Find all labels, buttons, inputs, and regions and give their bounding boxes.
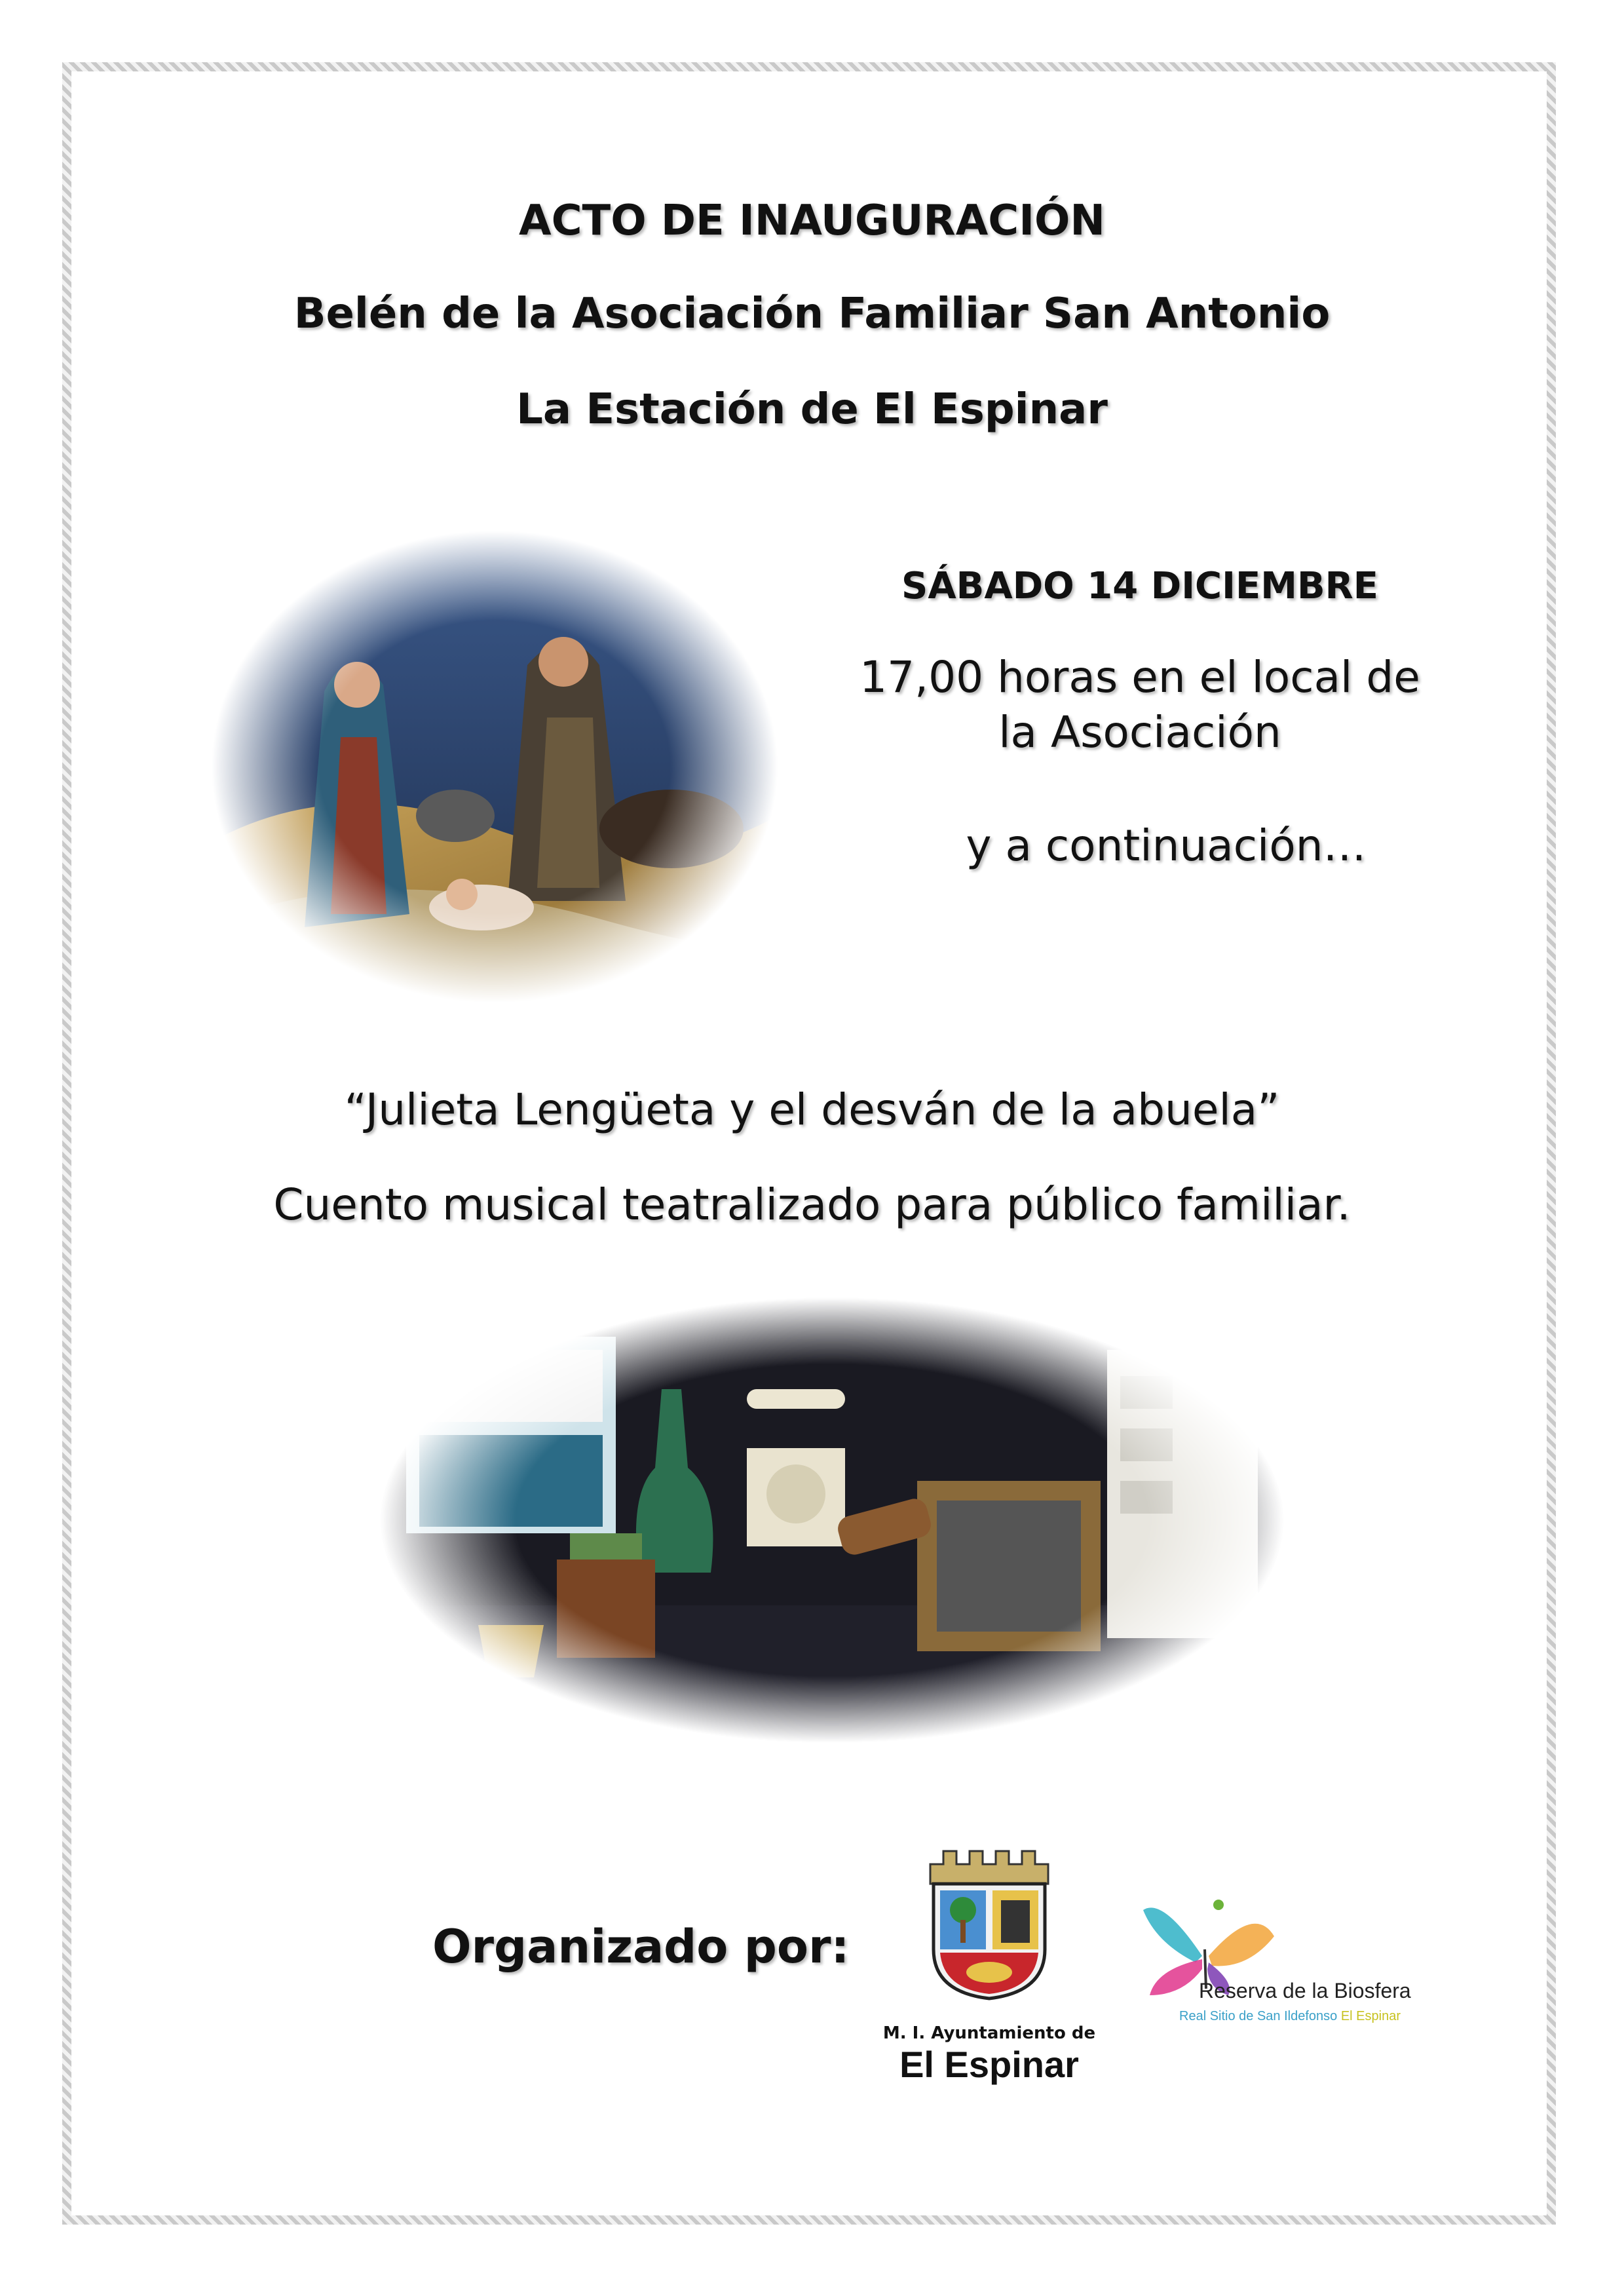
event-name: Belén de la Asociación Familiar San Antonio — [293, 290, 1331, 338]
continuation-text: y a continuación… — [966, 820, 1367, 871]
show-title: “Julieta Lengüeta y el desván de la abuela” — [344, 1084, 1280, 1135]
event-location: La Estación de El Espinar — [516, 385, 1108, 434]
show-subtitle: Cuento musical teatralizado para público familiar. — [273, 1179, 1351, 1230]
biosphere-subtitle-part-a: Real Sitio de San Ildefonso — [1179, 2009, 1338, 2023]
council-caption-large: El Espinar — [899, 2044, 1079, 2085]
biosphere-title: Reserva de la Biosfera — [1199, 1979, 1411, 2002]
event-date: SÁBADO 14 DICIEMBRE — [901, 565, 1378, 607]
event-time-line2: la Asociación — [998, 707, 1281, 757]
antiques-photo — [380, 1297, 1284, 1743]
coat-of-arms-icon — [924, 1838, 1055, 2002]
organized-by-label: Organizado por: — [432, 1920, 850, 1974]
event-time-line1: 17,00 horas en el local de — [859, 652, 1420, 702]
event-heading: ACTO DE INAUGURACIÓN — [519, 197, 1105, 245]
event-time — [760, 650, 1520, 760]
council-caption-small: M. I. Ayuntamiento de — [882, 2023, 1096, 2043]
biosphere-subtitle — [1179, 2009, 1401, 2024]
biosphere-subtitle-part-b: El Espinar — [1340, 2009, 1401, 2023]
nativity-photo — [200, 521, 789, 1012]
